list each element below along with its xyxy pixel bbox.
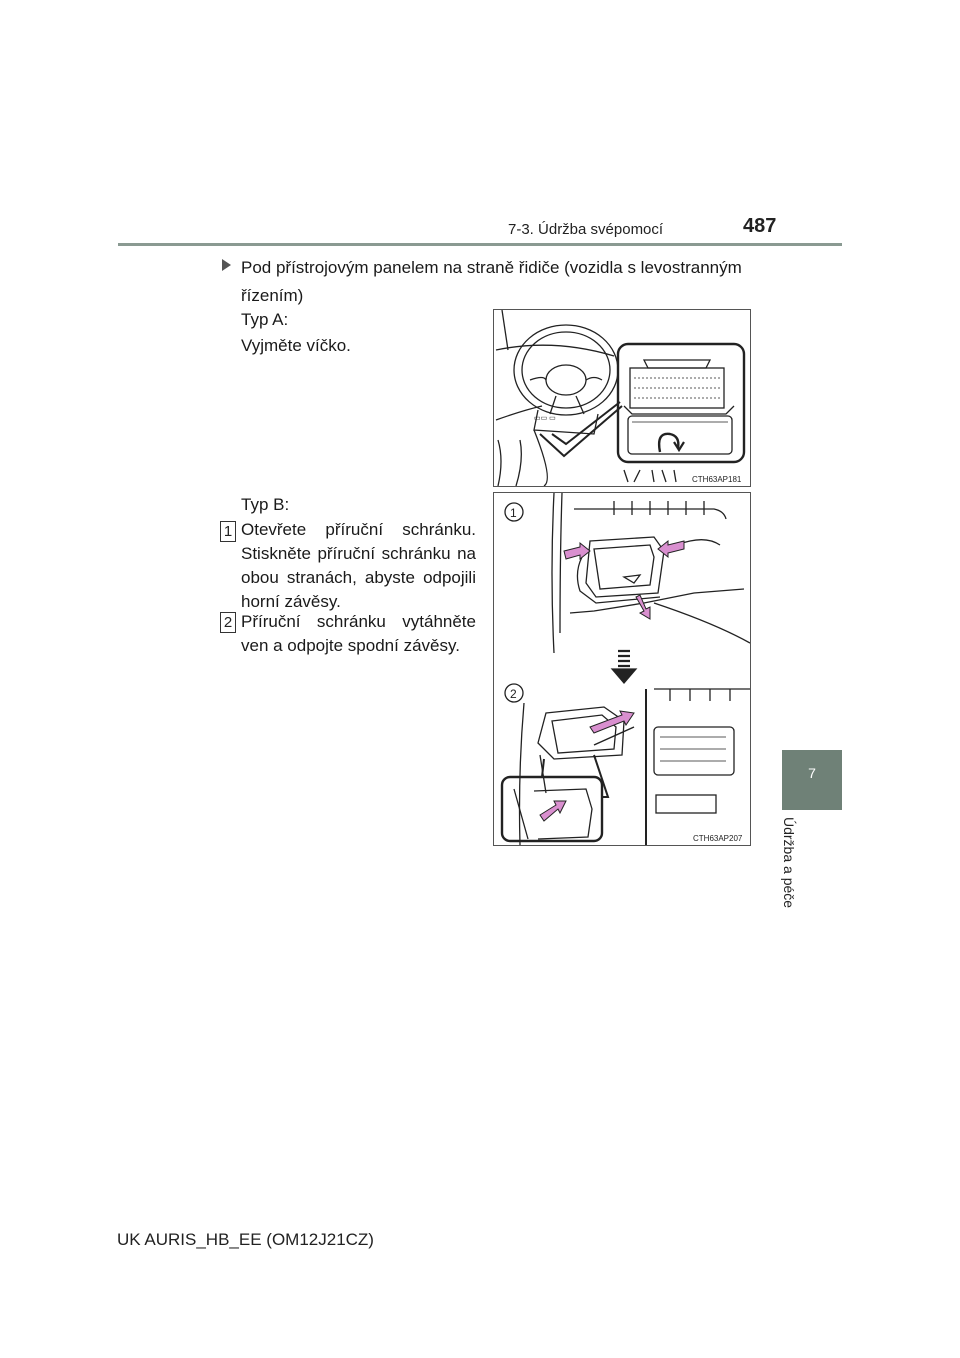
step-1-text: Otevřete příruční schránku. Stiskněte příruční schránku na obou stranách, abyste odpojili horní závěsy. bbox=[241, 520, 476, 611]
chapter-label: Údržba a péče bbox=[781, 817, 797, 909]
glove-box-removal-illustration bbox=[494, 493, 750, 845]
triangle-bullet-icon bbox=[222, 259, 231, 271]
chapter-tab bbox=[782, 750, 842, 810]
figure-b-code: CTH63AP207 bbox=[693, 834, 743, 843]
location-heading-line2: řízením) bbox=[241, 286, 304, 305]
type-a-instruction: Vyjměte víčko. bbox=[241, 336, 351, 355]
step-2-text: Příruční schránku vytáhněte ven a odpojte spodní závěsy. bbox=[241, 612, 476, 655]
step-number-1: 1 bbox=[220, 521, 236, 542]
type-b-label: Typ B: bbox=[241, 495, 290, 514]
figure-type-a bbox=[493, 309, 751, 487]
type-a-label: Typ A: bbox=[241, 310, 289, 329]
location-heading bbox=[220, 254, 750, 310]
location-heading-line1: Pod přístrojovým panelem na straně řidiče (vozidla s levostranným bbox=[241, 258, 742, 277]
document-id: UK AURIS_HB_EE (OM12J21CZ) bbox=[117, 1230, 374, 1249]
chapter-number: 7 bbox=[808, 765, 816, 781]
page-number: 487 bbox=[743, 215, 777, 237]
section-title: 7-3. Údržba svépomocí bbox=[508, 221, 664, 238]
figure-type-b bbox=[493, 492, 751, 846]
svg-text:▭▭ ▭: ▭▭ ▭ bbox=[534, 415, 556, 422]
figure-b-callout-1: 1 bbox=[510, 506, 517, 520]
figure-b-callout-2: 2 bbox=[510, 687, 517, 701]
figure-a-code: CTH63AP181 bbox=[692, 475, 742, 484]
fuse-cover-illustration bbox=[494, 310, 750, 486]
step-number-2: 2 bbox=[220, 612, 236, 633]
header-divider bbox=[118, 243, 842, 246]
